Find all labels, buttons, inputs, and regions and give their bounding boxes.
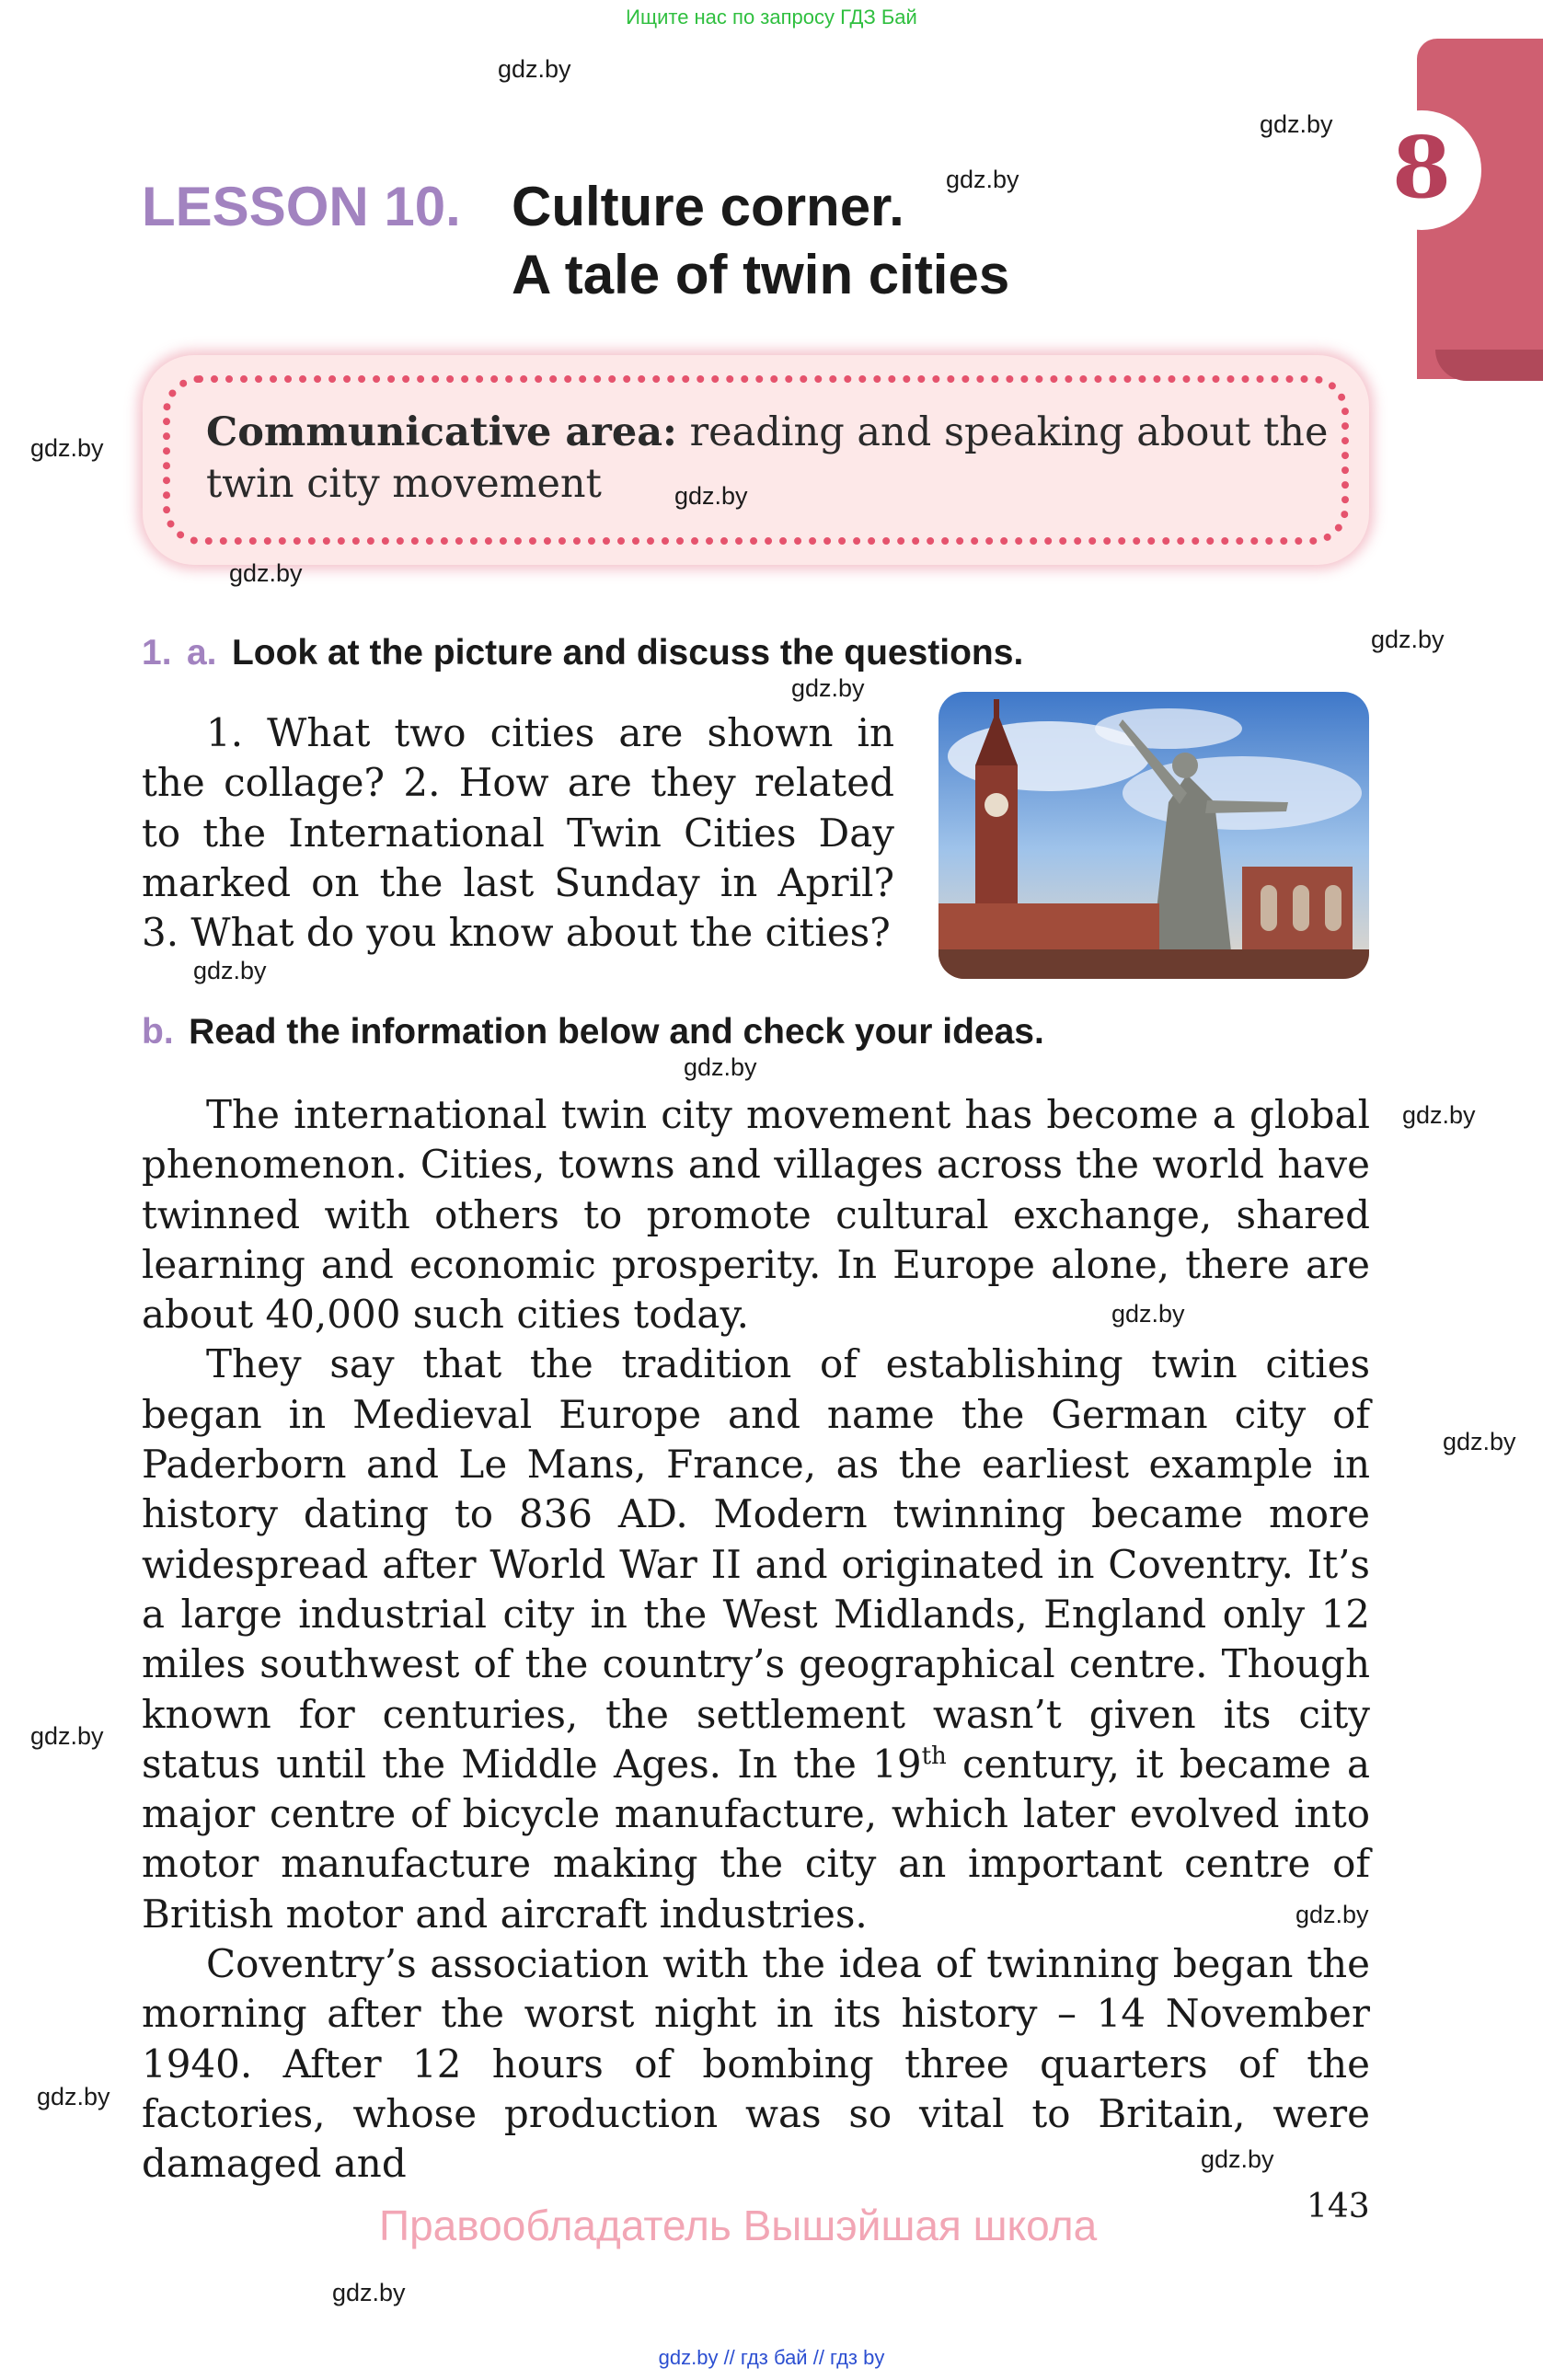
lesson-title-line2: A tale of twin cities xyxy=(512,244,1010,305)
reading-paragraph-2 xyxy=(142,1339,1370,1939)
watermark: gdz.by xyxy=(30,434,104,462)
reading-paragraph-3: Coventry’s association with the idea of twinning began the morning after the worst night in its history – 14 November 1940. After 12 hours of bombing three quarters of the factories, whose production was so vital to Britain, were damaged and xyxy=(142,1941,1370,2187)
watermark: gdz.by xyxy=(332,2279,406,2306)
watermark: gdz.by xyxy=(1402,1101,1476,1129)
watermark: gdz.by xyxy=(1371,626,1445,653)
page-number: 143 xyxy=(1307,2188,1370,2225)
watermark: gdz.by xyxy=(229,559,303,587)
watermark: gdz.by xyxy=(1443,1428,1516,1455)
watermark: gdz.by xyxy=(946,166,1019,193)
chapter-tab-shadow xyxy=(1435,350,1543,381)
exercise-part-a-letter: a. xyxy=(186,633,217,673)
exercise-1b-heading xyxy=(142,1012,1044,1052)
copyright-holder: Правообладатель Вышэйшая школа xyxy=(379,2202,1098,2249)
communicative-area-label: Communicative area: xyxy=(206,409,677,455)
watermark: gdz.by xyxy=(1260,110,1333,138)
top-banner[interactable]: Ищите нас по запросу ГДЗ Бай xyxy=(626,6,917,29)
communicative-area-description: reading and speaking about the twin city movement xyxy=(206,409,1329,507)
watermark: gdz.by xyxy=(30,1722,104,1750)
reading-text xyxy=(142,1090,1370,2190)
exercise-1a-heading xyxy=(142,633,1023,673)
twin-cities-collage-image xyxy=(938,692,1369,979)
watermark: gdz.by xyxy=(1201,2145,1274,2173)
communicative-area-text xyxy=(206,407,1338,510)
reading-paragraph-1: The international twin city movement has become a global phenomenon. Cities, towns and villages across the world have twinned with others to promote cultural exchange, shared learning and economic prosperity. In Europe alone, there are about 40,000 such cities today. xyxy=(142,1092,1370,1338)
exercise-part-a-text: Look at the picture and discuss the questions. xyxy=(231,633,1024,673)
exercise-part-b-letter: b. xyxy=(142,1012,174,1052)
lesson-title-line1: Culture corner. xyxy=(512,176,904,237)
discussion-questions: 1. What two cities are shown in the collage? 2. How are they related to the International Twin Cities Day marked on the last Sunday in April? 3. What do you know about the cities? xyxy=(142,710,894,956)
paragraph-2-part-1: They say that the tradition of establishing twin cities began in Medieval Europe and name the German city of Paderborn and Le Mans, France, as the earliest example in history dating to 836 AD. Modern twinning became more widespread after World War II and originated in Coventry. It’s a large industrial city in the West Midlands, England only 12 miles southwest of the country’s geographical centre. Though known for centuries, the settlement wasn’t given its city status until the Middle Ages. In the 19 xyxy=(142,1341,1370,1787)
paragraph-2-part-2: century, it became a major centre of bicycle manufacture, which later evolved into motor manufacture making the city an important centre of British motor and aircraft industries. xyxy=(142,1741,1371,1937)
watermark: gdz.by xyxy=(674,482,748,510)
watermark: gdz.by xyxy=(37,2083,110,2110)
watermark: gdz.by xyxy=(193,957,267,984)
superscript-th: th xyxy=(921,1742,947,1770)
watermark: gdz.by xyxy=(1111,1300,1185,1328)
watermark: gdz.by xyxy=(498,55,571,83)
collage-illustration xyxy=(938,692,1369,979)
watermark: gdz.by xyxy=(684,1053,757,1081)
exercise-part-b-text: Read the information below and check your ideas. xyxy=(189,1012,1044,1052)
bottom-links[interactable]: gdz.by // гдз бай // гдз by xyxy=(658,2346,885,2369)
lesson-label: LESSON 10. xyxy=(142,176,461,237)
watermark: gdz.by xyxy=(791,674,865,702)
chapter-number: 8 xyxy=(1391,118,1451,217)
exercise-number: 1. xyxy=(142,633,172,673)
watermark: gdz.by xyxy=(1295,1901,1369,1928)
